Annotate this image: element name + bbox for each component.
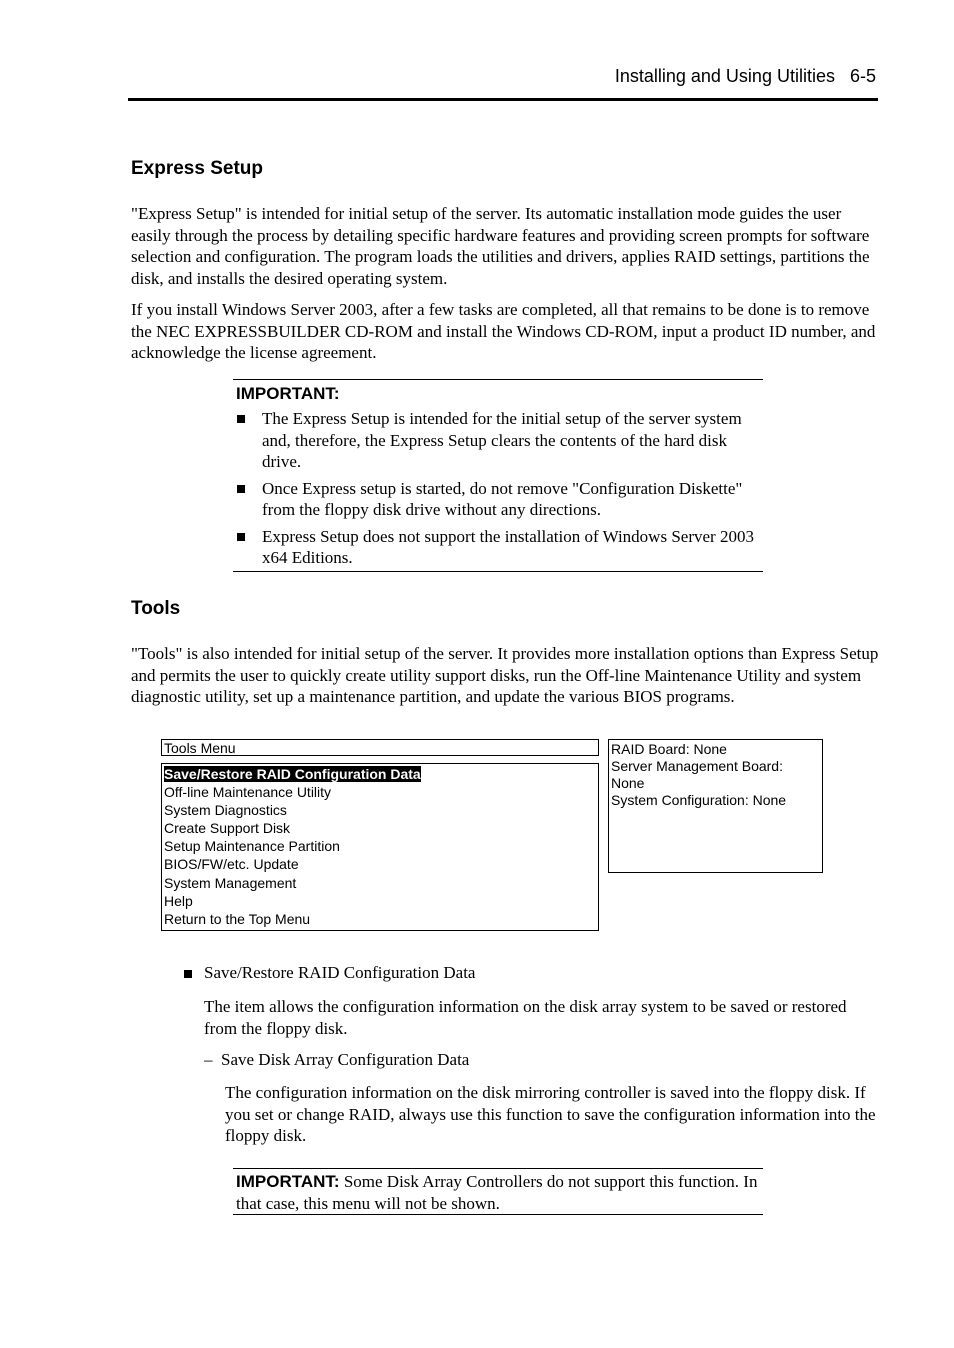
- important-label: IMPORTANT:: [236, 384, 340, 403]
- express-setup-paragraph-1: "Express Setup" is intended for initial setup of the server. Its automatic installation mode guides the user easily through the process by detailing specific hardware features and providing screen prompts for software selection and configuration. The program loads the utilities and drivers, applies RAID settings, partitions the disk, and installs the desired operating system.: [131, 204, 870, 288]
- tools-menu-list: [161, 763, 599, 931]
- sub-item-save-disk-array: [204, 1050, 469, 1070]
- important-notice-express: [233, 379, 763, 572]
- info-server-management-value: None: [611, 775, 645, 791]
- bullet-description: The item allows the configuration information on the disk array system to be saved or restored from the floppy disk.: [204, 997, 847, 1038]
- square-bullet-icon: [237, 533, 245, 541]
- square-bullet-icon: [237, 485, 245, 493]
- important-text: Some Disk Array Controllers do not support this function. In that case, this menu will not be shown.: [236, 1172, 758, 1213]
- sub-item-description: The configuration information on the disk mirroring controller is saved into the floppy disk. If you set or change RAID, always use this function to save the configuration information into the floppy disk.: [225, 1083, 876, 1145]
- express-setup-heading: Express Setup: [131, 158, 263, 179]
- page-number: 6-5: [849, 66, 876, 86]
- express-setup-paragraph-2: If you install Windows Server 2003, after a few tasks are completed, all that remains to be done is to remove the NEC EXPRESSBUILDER CD-ROM and install the Windows CD-ROM, input a product ID number, and acknowledge the license agreement.: [131, 300, 876, 362]
- square-bullet-icon: [184, 970, 192, 978]
- info-server-management-board: Server Management Board:: [611, 758, 783, 774]
- important-item: [233, 408, 763, 473]
- square-bullet-icon: [237, 415, 245, 423]
- menu-item-offline-maintenance[interactable]: Off-line Maintenance Utility: [164, 784, 332, 801]
- tools-paragraph: "Tools" is also intended for initial setup of the server. It provides more installation options than Express Setup and permits the user to quickly create utility support disks, run the Off-line Maintenance Utility and system diagnostic utility, set up a maintenance partition, and update the various BIOS programs.: [131, 644, 879, 706]
- tools-menu-title: Tools Menu: [161, 739, 599, 756]
- dash-marker: –: [204, 1050, 213, 1069]
- important-label: IMPORTANT:: [236, 1172, 340, 1191]
- menu-item-help[interactable]: Help: [164, 892, 193, 909]
- menu-item-bios-fw-update[interactable]: BIOS/FW/etc. Update: [164, 856, 299, 873]
- important-item-text: The Express Setup is intended for the initial setup of the server system and, therefore, the Express Setup clears the contents of the hard disk drive.: [262, 409, 742, 471]
- important-list: [233, 408, 763, 569]
- menu-item-system-diagnostics[interactable]: System Diagnostics: [164, 802, 287, 819]
- bullet-title: Save/Restore RAID Configuration Data: [204, 963, 476, 982]
- menu-item-create-support-disk[interactable]: Create Support Disk: [164, 820, 291, 837]
- menu-item-save-restore-raid[interactable]: [164, 765, 598, 783]
- important-notice-raid: [233, 1168, 763, 1215]
- menu-item-selected-label: Save/Restore RAID Configuration Data: [164, 766, 421, 782]
- important-item-text: Once Express setup is started, do not remove "Configuration Diskette" from the floppy disk drive without any directions.: [262, 478, 743, 519]
- header-title: [615, 66, 876, 87]
- menu-item-setup-maintenance-partition[interactable]: Setup Maintenance Partition: [164, 838, 340, 855]
- menu-item-system-management[interactable]: System Management: [164, 874, 297, 891]
- important-item-text: Express Setup does not support the installation of Windows Server 2003 x64 Editions.: [262, 526, 754, 567]
- header-section-title: Installing and Using Utilities: [614, 66, 835, 86]
- sub-item-title: Save Disk Array Configuration Data: [221, 1050, 470, 1069]
- menu-item-return-top[interactable]: Return to the Top Menu: [164, 910, 311, 927]
- info-raid-board: RAID Board: None: [611, 741, 727, 757]
- info-system-configuration: System Configuration: None: [611, 792, 787, 808]
- system-info-panel: [608, 739, 823, 873]
- important-item: [233, 478, 763, 521]
- tools-heading: Tools: [131, 598, 181, 619]
- important-item: [233, 526, 763, 569]
- bullet-save-restore-raid: [184, 963, 475, 983]
- page-header: [128, 64, 878, 101]
